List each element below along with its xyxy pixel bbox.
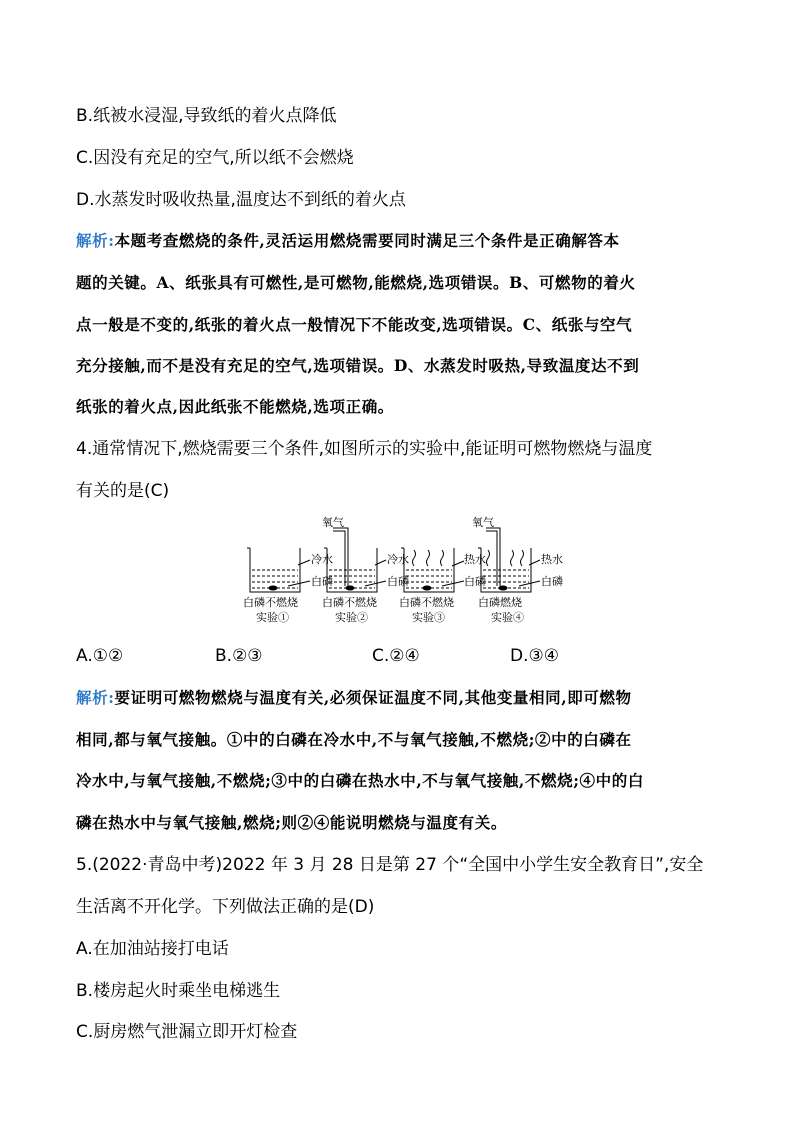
q3-analysis-line-3: 点一般是不变的,纸张的着火点一般情况下不能改变,选项错误。C、纸张与空气: [76, 315, 633, 334]
oxygen-label-2: 氧气: [322, 516, 344, 529]
q3-analysis-line-1: 解析:本题考查燃烧的条件,灵活运用燃烧需要同时满足三个条件是正确解答本: [76, 231, 620, 250]
q5-stem-line-2: 生活离不开化学。下列做法正确的是(D): [76, 897, 375, 917]
exp-label-2: 实验②: [335, 611, 368, 624]
exp-label-1: 实验①: [256, 611, 289, 624]
q4-analysis-line-2: 相同,都与氧气接触。①中的白磷在冷水中,不与氧气接触,不燃烧;②中的白磷在: [76, 730, 632, 749]
q3-analysis-line-2: 题的关键。A、纸张具有可燃性,是可燃物,能燃烧,选项错误。B、可燃物的着火: [76, 273, 636, 292]
result-label-3: 白磷不燃烧: [399, 596, 454, 609]
q4-option-c: C.②④: [372, 646, 420, 666]
analysis-tag: 解析:: [76, 231, 115, 250]
q3-analysis-line-4: 充分接触,而不是没有充足的空气,选项错误。D、水蒸发时吸热,导致温度达不到: [76, 356, 640, 375]
q3-option-d: D.水蒸发时吸收热量,温度达不到纸的着火点: [76, 190, 406, 210]
q4-option-b: B.②③: [215, 646, 263, 666]
q3-analysis-line-5: 纸张的着火点,因此纸张不能燃烧,选项正确。: [76, 397, 394, 416]
q4-option-d: D.③④: [510, 646, 559, 666]
exp-label-3: 实验③: [412, 611, 445, 624]
white-phosphorus-label-4: 白磷: [541, 575, 563, 588]
beaker-1: [247, 548, 310, 592]
q4-option-a: A.①②: [76, 646, 124, 666]
q5-option-c: C.厨房燃气泄漏立即开灯检查: [76, 1022, 298, 1042]
q4-stem-line-2: 有关的是(C): [76, 481, 170, 501]
cold-water-label-1: 冷水: [311, 553, 333, 566]
q5-stem-line-1: 5.(2022·青岛中考)2022 年 3 月 28 日是第 27 个“全国中小学生安全教育日”,安全: [76, 855, 704, 875]
experiment-figure: [240, 512, 563, 626]
q3-option-b: B.纸被水浸湿,导致纸的着火点降低: [76, 106, 337, 126]
q4-stem-line-1: 4.通常情况下,燃烧需要三个条件,如图所示的实验中,能证明可燃物燃烧与温度: [76, 439, 653, 459]
hot-water-label-3: 热水: [464, 553, 486, 566]
q4-analysis-line-4: 磷在热水中与氧气接触,燃烧;则②④能说明燃烧与温度有关。: [76, 813, 507, 832]
beaker-3: [401, 548, 464, 592]
white-phosphorus-label-1: 白磷: [311, 575, 333, 588]
q4-analysis-line-3: 冷水中,与氧气接触,不燃烧;③中的白磷在热水中,不与氧气接触,不燃烧;④中的白: [76, 771, 644, 790]
q4-options: [0, 646, 794, 670]
q4-analysis-line-1: 解析:要证明可燃物燃烧与温度有关,必须保证温度不同,其他变量相同,即可燃物: [76, 688, 632, 707]
q5-option-b: B.楼房起火时乘坐电梯逃生: [76, 981, 281, 1001]
hot-water-label-4: 热水: [541, 553, 563, 566]
white-phosphorus-label-3: 白磷: [464, 575, 486, 588]
white-phosphorus-label-2: 白磷: [387, 575, 409, 588]
exp-label-4: 实验④: [491, 611, 524, 624]
result-label-1: 白磷不燃烧: [243, 596, 298, 609]
beaker-4: [478, 528, 540, 592]
oxygen-label-4: 氧气: [472, 516, 494, 529]
result-label-2: 白磷不燃烧: [322, 596, 377, 609]
cold-water-label-2: 冷水: [387, 553, 409, 566]
analysis-tag: 解析:: [76, 688, 115, 707]
result-label-4: 白磷燃烧: [478, 596, 522, 609]
q5-option-a: A.在加油站接打电话: [76, 939, 229, 959]
beaker-2: [324, 528, 386, 592]
q3-option-c: C.因没有充足的空气,所以纸不会燃烧: [76, 148, 354, 168]
